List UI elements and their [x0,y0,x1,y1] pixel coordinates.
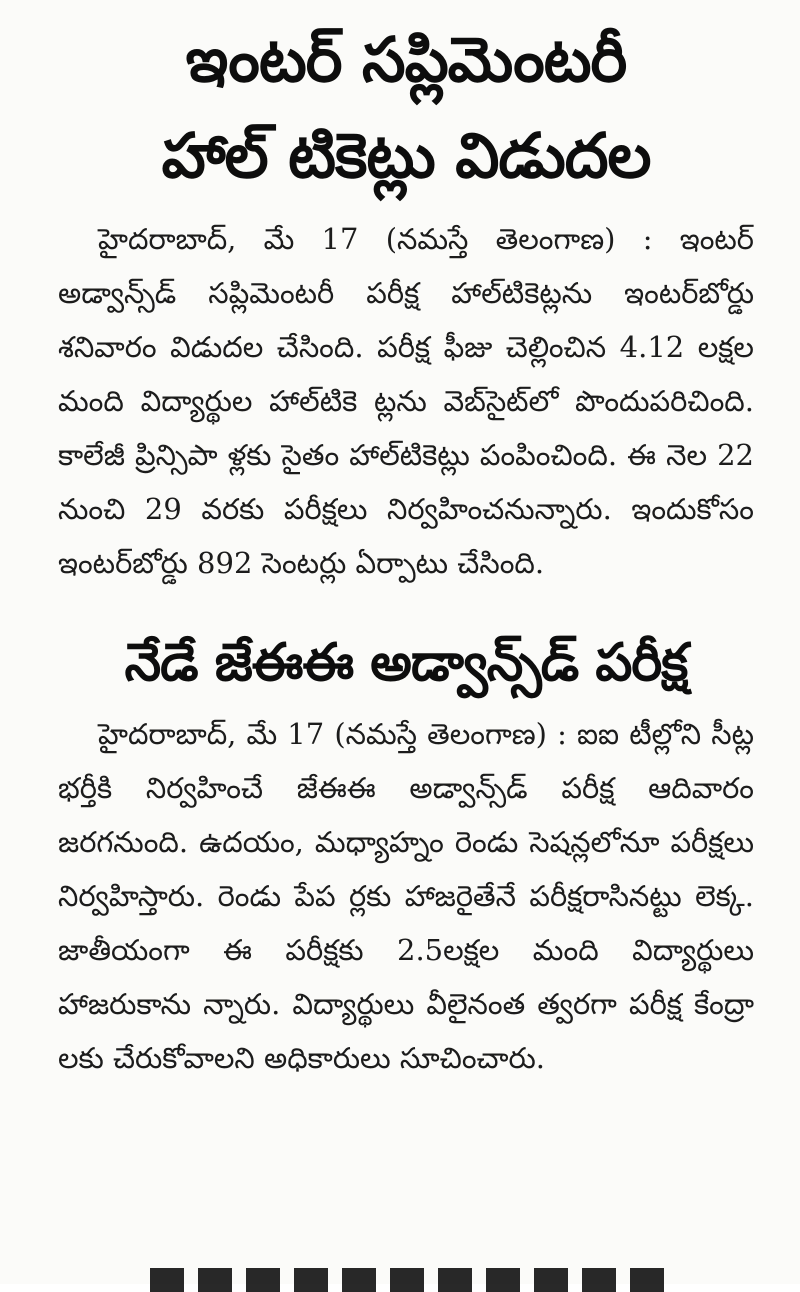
article-1-body: హైదరాబాద్, మే 17 (నమస్తే తెలంగాణ) : ఇంటర్ అడ్వాన్స్‌డ్ సప్లిమెంటరీ పరీక్ష హాల్‌టికెట్లను ఇంటర్‌బోర్డు శనివారం విడుదల చేసింది. పరీక్ష ఫీజు చెల్లించిన 4.12 లక్షల మంది విద్యార్థుల హాల్‌టికె ట్లను వెబ్‌సైట్‌లో పొందుపరిచింది. కాలేజీ ప్రిన్సిపా ళ్లకు సైతం హాల్‌టికెట్లు పంపించింది. ఈ నెల 22 నుంచి 29 వరకు పరీక్షలు నిర్వహించనున్నారు. ఇందుకోసం ఇంటర్‌బోర్డు 892 సెంటర్లు ఏర్పాటు చేసింది. [58,222,754,580]
article-2-headline: నేడే జేఈఈ అడ్వాన్స్‌డ్ పరీక్ష [124,633,688,693]
cut-off-next-headline [150,1262,670,1292]
article-1-headline-line-2: హాల్ టికెట్లు విడుదల [161,119,651,192]
article-1-headline [58,0,754,204]
article-1-headline-line-1: ఇంటర్ సప్లిమెంటరీ [185,23,627,96]
cut-off-headline-fragment [150,1268,670,1292]
article-2-body: హైదరాబాద్, మే 17 (నమస్తే తెలంగాణ) : ఐఐ టీల్లోని సీట్ల భర్తీకి నిర్వహించే జేఈఈ అడ్వాన్స్‌డ్ పరీక్ష ఆదివారం జరగనుంది. ఉదయం, మధ్యాహ్నం రెండు సెషన్లలోనూ పరీక్షలు నిర్వహిస్తారు. రెండు పేప ర్లకు హాజరైతేనే పరీక్షరాసినట్టు లెక్క. జాతీయంగా ఈ పరీక్షకు 2.5లక్షల మంది విద్యార్థులు హాజరుకాను న్నారు. విద్యార్థులు వీలైనంత త్వరగా పరీక్ష కేంద్రా లకు చేరుకోవాలని అధికారులు సూచించారు. [58,717,754,1075]
